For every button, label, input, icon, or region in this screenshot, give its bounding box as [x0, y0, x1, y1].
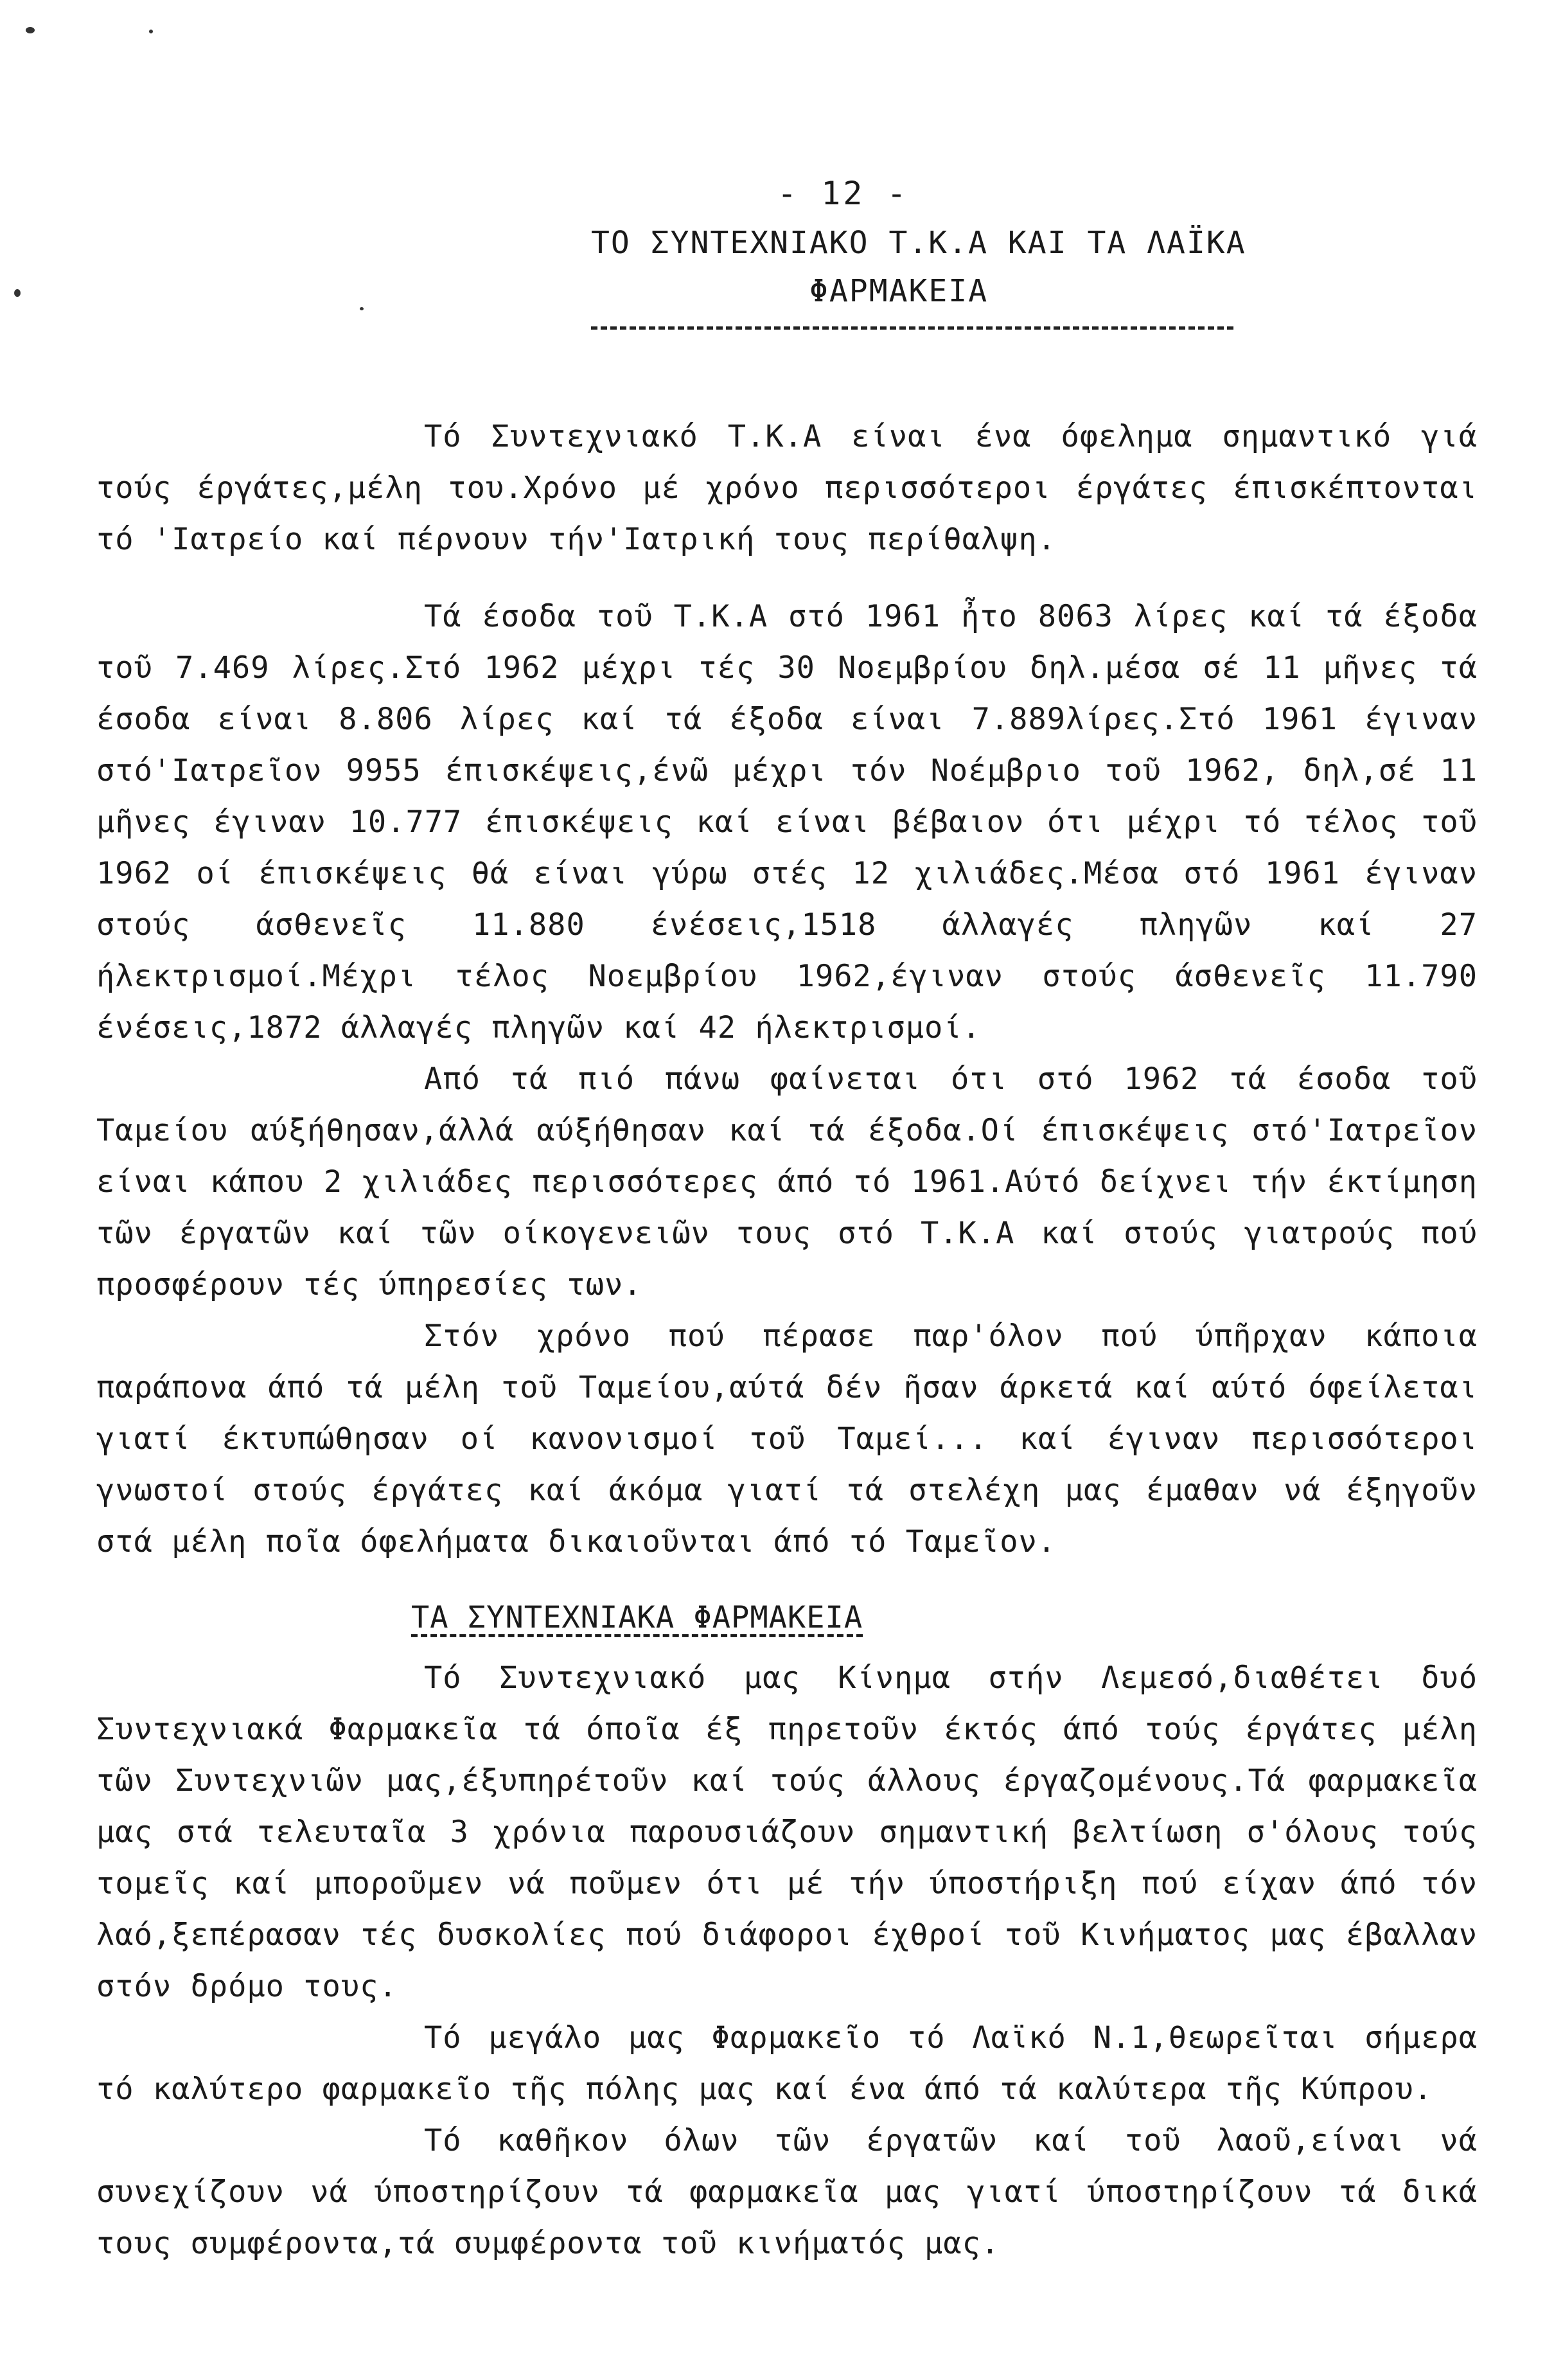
- document-title-continued: ΦΑΡΜΑΚΕΙΑ: [809, 273, 989, 309]
- document-body: [96, 411, 1478, 2269]
- scan-speck: [26, 27, 35, 33]
- paragraph-main-pharmacy: Τό μεγάλο μας Φαρμακεῖο τό Λαϊκό Ν.1,θεωρεῖται σήμερα τό καλύτερο φαρμακεῖο τῆς πόλης μας καί ένα άπό τά καλύτερα τῆς Κύπρου.: [96, 2020, 1478, 2107]
- title-dashed-rule: [591, 326, 1233, 330]
- scan-speck: [149, 30, 153, 33]
- paragraph-pharmacies: Τό Συντεχνιακό μας Κίνημα στήν Λεμεσό,διαθέτει δυό Συντεχνιακά Φαρμακεῖα τά όποῖα έξ πηρετοῦν έκτός άπό τούς έργάτες μέλη τῶν Συντεχνιῶν μας,έξυπηρέτοῦν καί τούς άλλους έργαζομένους.Τά φαρμακεῖα μας στά τελευταῖα 3 χρόνια παρουσιάζουν σημαντική βελτίωση σ'όλους τούς τομεῖς καί μποροῦμεν νά ποῦμεν ότι μέ τήν ύποστήριξη πού είχαν άπό τόν λαό,ξεπέρασαν τές δυσκολίες πού διάφοροι έχθροί τοῦ Κινήματος μας έβαλλαν στόν δρόμο τους.: [96, 1660, 1478, 2004]
- paragraph-complaints: Στόν χρόνο πού πέρασε παρ'όλον πού ύπῆρχαν κάποια παράπονα άπό τά μέλη τοῦ Ταμείου,αύτά δέν ῆσαν άρκετά καί αύτό όφείλεται γιατί έκτυπώθησαν οί κανονισμοί τοῦ Ταμεί... καί έγιναν περισσότεροι γνωστοί στούς έργάτες καί άκόμα γιατί τά στελέχη μας έμαθαν νά έξηγοῦν στά μέλη ποῖα όφελήματα δικαιοῦνται άπό τό Ταμεῖον.: [96, 1319, 1478, 1559]
- scan-speck: [14, 289, 21, 297]
- paragraph-figures: Τά έσοδα τοῦ Τ.Κ.Α στό 1961 ἦτο 8063 λίρες καί τά έξοδα τοῦ 7.469 λίρες.Στό 1962 μέχρι τές 30 Νοεμβρίου δηλ.μέσα σέ 11 μῆνες τά έσοδα είναι 8.806 λίρες καί τά έξοδα είναι 7.889λίρες.Στό 1961 έγιναν στό'Ιατρεῖον 9955 έπισκέψεις,ένῶ μέχρι τόν Νοέμβριο τοῦ 1962, δηλ,σέ 11 μῆνες έγιναν 10.777 έπισκέψεις καί είναι βέβαιον ότι μέχρι τό τέλος τοῦ 1962 οί έπισκέψεις θά είναι γύρω στές 12 χιλιάδες.Μέσα στό 1961 έγιναν στούς άσθενεῖς 11.880 ένέσεις,1518 άλλαγές πληγῶν καί 27 ήλεκτρισμοί.Μέχρι τέλος Νοεμβρίου 1962,έγιναν στούς άσθενεῖς 11.790 ένέσεις,1872 άλλαγές πληγῶν καί 42 ήλεκτρισμοί.: [96, 599, 1478, 1045]
- scan-speck: [360, 307, 364, 310]
- section-heading: ΤΑ ΣΥΝΤΕΧΝΙΑΚΑ ΦΑΡΜΑΚΕΙΑ: [411, 1600, 863, 1635]
- paragraph-analysis: Από τά πιό πάνω φαίνεται ότι στό 1962 τά έσοδα τοῦ Ταμείου αύξήθησαν,άλλά αύξήθησαν καί τά έξοδα.Οί έπισκέψεις στό'Ιατρεῖον είναι κάπου 2 χιλιάδες περισσότερες άπό τό 1961.Αύτό δείχνει τήν έκτίμηση τῶν έργατῶν καί τῶν οίκογενειῶν τους στό Τ.Κ.Α καί στούς γιατρούς πού προσφέρουν τές ύπηρεσίες των.: [96, 1061, 1478, 1302]
- paragraph-duty: Τό καθῆκον όλων τῶν έργατῶν καί τοῦ λαοῦ,είναι νά συνεχίζουν νά ύποστηρίζουν τά φαρμακεῖα μας γιατί ύποστηρίζουν τά δικά τους συμφέροντα,τά συμφέροντα τοῦ κινήματός μας.: [96, 2123, 1478, 2261]
- page-number: - 12 -: [777, 175, 909, 212]
- document-title: ΤΟ ΣΥΝΤΕΧΝΙΑΚΟ Τ.Κ.Α ΚΑΙ ΤΑ ΛΑΪΚΑ: [591, 225, 1246, 261]
- paragraph-intro: Τό Συντεχνιακό Τ.Κ.Α είναι ένα όφελημα σημαντικό γιά τούς έργάτες,μέλη του.Χρόνο μέ χρόνο περισσότεροι έργάτες έπισκέπτονται τό 'Ιατρείο καί πέρνουν τήν'Ιατρική τους περίθαλψη.: [96, 419, 1478, 557]
